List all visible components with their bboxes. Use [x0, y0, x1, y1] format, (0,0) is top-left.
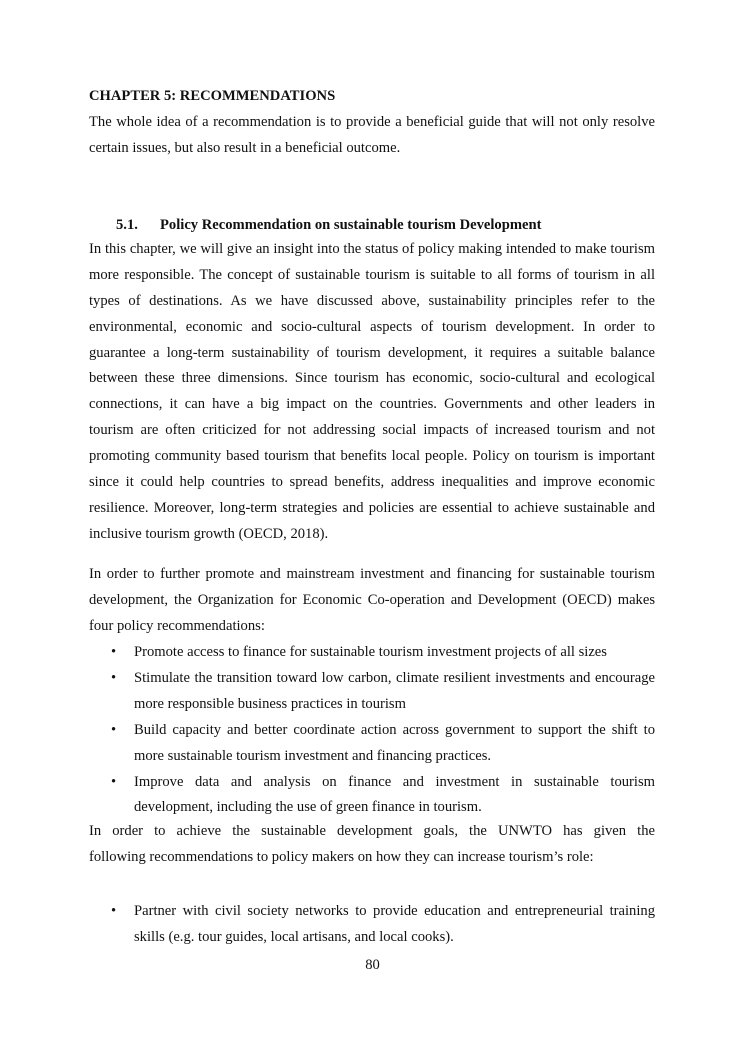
text-line: Improve data and analysis on finance and investment in sustainable tourism [134, 773, 655, 790]
text-line: The whole idea of a recommendation is to provide a beneficial guide that will not only resolve [89, 114, 655, 130]
text-line: In this chapter, we will give an insight into the status of policy making intended to make tourism [89, 241, 655, 257]
bullet-item [89, 640, 655, 666]
chapter-title-text: CHAPTER 5: RECOMMENDATIONS [89, 88, 336, 104]
text-line: development, including the use of green finance in tourism. [134, 799, 482, 816]
text-line: Partner with civil society networks to provide education and entrepreneurial training [134, 903, 655, 919]
page-number: 80 [365, 957, 380, 973]
text-line: inclusive tourism growth (OECD, 2018). [89, 525, 329, 542]
chapter-title [89, 84, 655, 110]
text-line: between these three dimensions. Since tourism has economic, socio-cultural and ecological [89, 370, 655, 387]
text-line: more sustainable tourism investment and financing practices. [134, 747, 492, 764]
text-line: more responsible business practices in tourism [134, 695, 406, 712]
bullet-icon: • [111, 669, 117, 686]
text-line: guarantee a long-term sustainability of tourism development, it requires a suitable balance [89, 344, 655, 361]
text-line: resilience. Moreover, long-term strategies and policies are essential to achieve sustainable and [89, 499, 655, 516]
paragraph-3 [89, 819, 655, 871]
text-line: four policy recommendations: [89, 617, 265, 634]
section-number: 5.1. [116, 217, 138, 233]
bullet-icon: • [111, 903, 117, 919]
bullet-item [89, 718, 655, 770]
bullet-icon: • [111, 773, 117, 790]
text-line: promoting community based tourism that benefits local people. Policy on tourism is important [89, 448, 655, 465]
text-line: In order to further promote and mainstream investment and financing for sustainable tourism [89, 566, 655, 582]
bullet-icon: • [111, 644, 117, 660]
paragraph-1 [89, 237, 655, 548]
text-line: environmental, economic and socio-cultural aspects of tourism development. In order to [89, 318, 655, 335]
bullet-item [89, 899, 655, 951]
text-line: Promote access to finance for sustainable tourism investment projects of all sizes [134, 644, 607, 660]
bullet-icon: • [111, 721, 117, 738]
text-line: Stimulate the transition toward low carbon, climate resilient investments and encourage [134, 669, 655, 686]
text-line: In order to achieve the sustainable development goals, the UNWTO has given the [89, 823, 655, 839]
text-line: connections, it can have a big impact on the countries. Governments and other leaders in [89, 396, 655, 413]
text-line: types of destinations. As we have discussed above, sustainability principles refer to the [89, 292, 655, 309]
bullet-item [89, 666, 655, 718]
intro-paragraph [89, 110, 655, 162]
text-line: tourism are often criticized for not addressing social impacts of increased tourism and not [89, 422, 655, 439]
text-line: since it could help countries to spread benefits, address inequalities and improve economic [89, 474, 655, 491]
text-line: skills (e.g. tour guides, local artisans, and local cooks). [134, 928, 454, 945]
text-line: certain issues, but also result in a beneficial outcome. [89, 139, 401, 156]
text-line: Build capacity and better coordinate action across government to support the shift to [134, 721, 655, 738]
section-title: Policy Recommendation on sustainable tourism Development [160, 217, 542, 233]
text-line: more responsible. The concept of sustainable tourism is suitable to all forms of tourism in all [89, 266, 655, 283]
text-line: following recommendations to policy makers on how they can increase tourism’s role: [89, 848, 594, 865]
bullet-item [89, 770, 655, 822]
text-line: development, the Organization for Economic Co-operation and Development (OECD) makes [89, 591, 655, 608]
paragraph-2 [89, 562, 655, 640]
